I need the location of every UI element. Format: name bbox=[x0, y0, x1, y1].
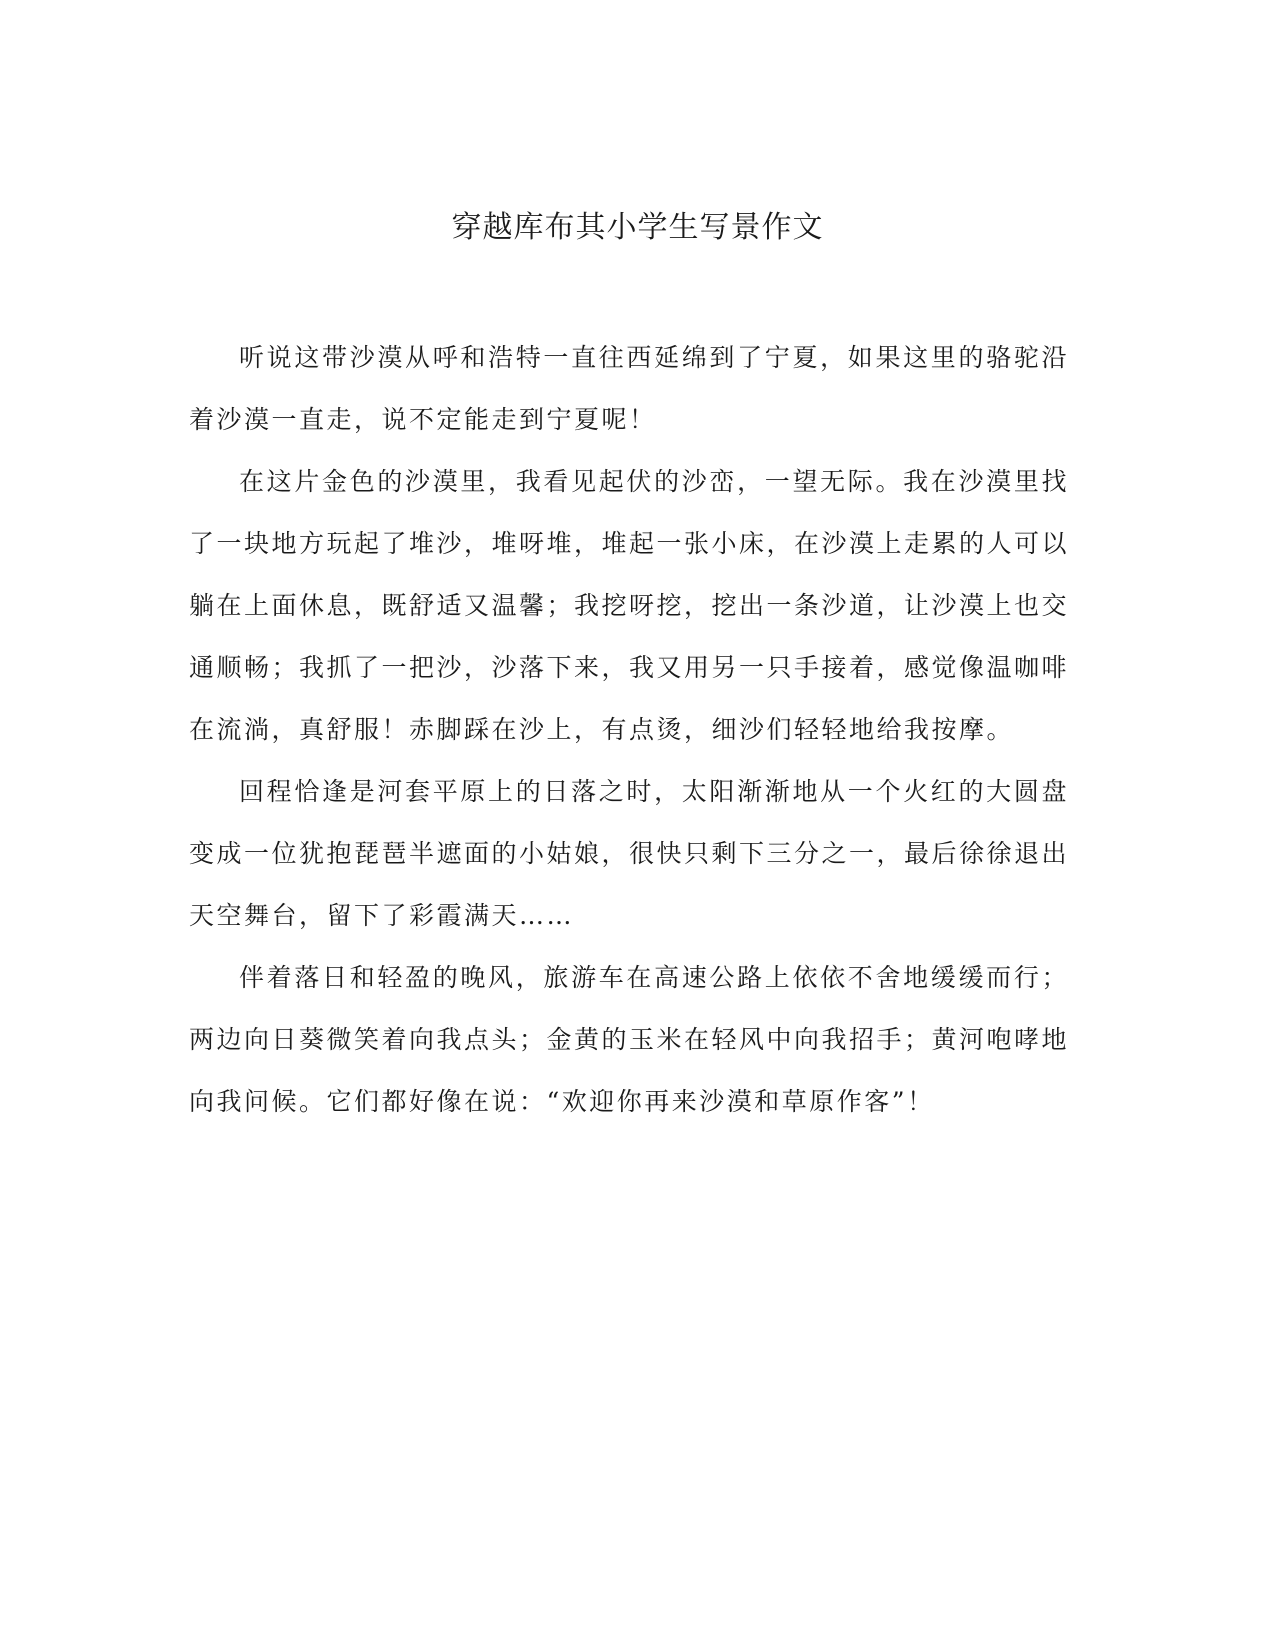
paragraph-1: 听说这带沙漠从呼和浩特一直往西延绵到了宁夏，如果这里的骆驼沿着沙漠一直走，说不定能走到宁夏呢！ bbox=[189, 343, 1069, 434]
document-title: 穿越库布其小学生写景作文 bbox=[451, 210, 824, 245]
paragraph-4: 伴着落日和轻盈的晚风，旅游车在高速公路上依依不舍地缓缓而行；两边向日葵微笑着向我点头；金黄的玉米在轻风中向我招手；黄河咆哮地向我问候。它们都好像在说：“欢迎你再来沙漠和草原作客”！ bbox=[189, 963, 1070, 1116]
paragraph-3: 回程恰逢是河套平原上的日落之时，太阳渐渐地从一个火红的大圆盘变成一位犹抱琵琶半遮面的小姑娘，很快只剩下三分之一，最后徐徐退出天空舞台，留下了彩霞满天…… bbox=[189, 777, 1070, 930]
paragraph-2: 在这片金色的沙漠里，我看见起伏的沙峦，一望无际。我在沙漠里找了一块地方玩起了堆沙，堆呀堆，堆起一张小床，在沙漠上走累的人可以躺在上面休息，既舒适又温馨；我挖呀挖，挖出一条沙道，让沙漠上也交通顺畅；我抓了一把沙，沙落下来，我又用另一只手接着，感觉像温咖啡在流淌，真舒服！赤脚踩在沙上，有点烫，细沙们轻轻地给我按摩。 bbox=[189, 467, 1070, 744]
essay-body bbox=[189, 327, 1069, 1133]
